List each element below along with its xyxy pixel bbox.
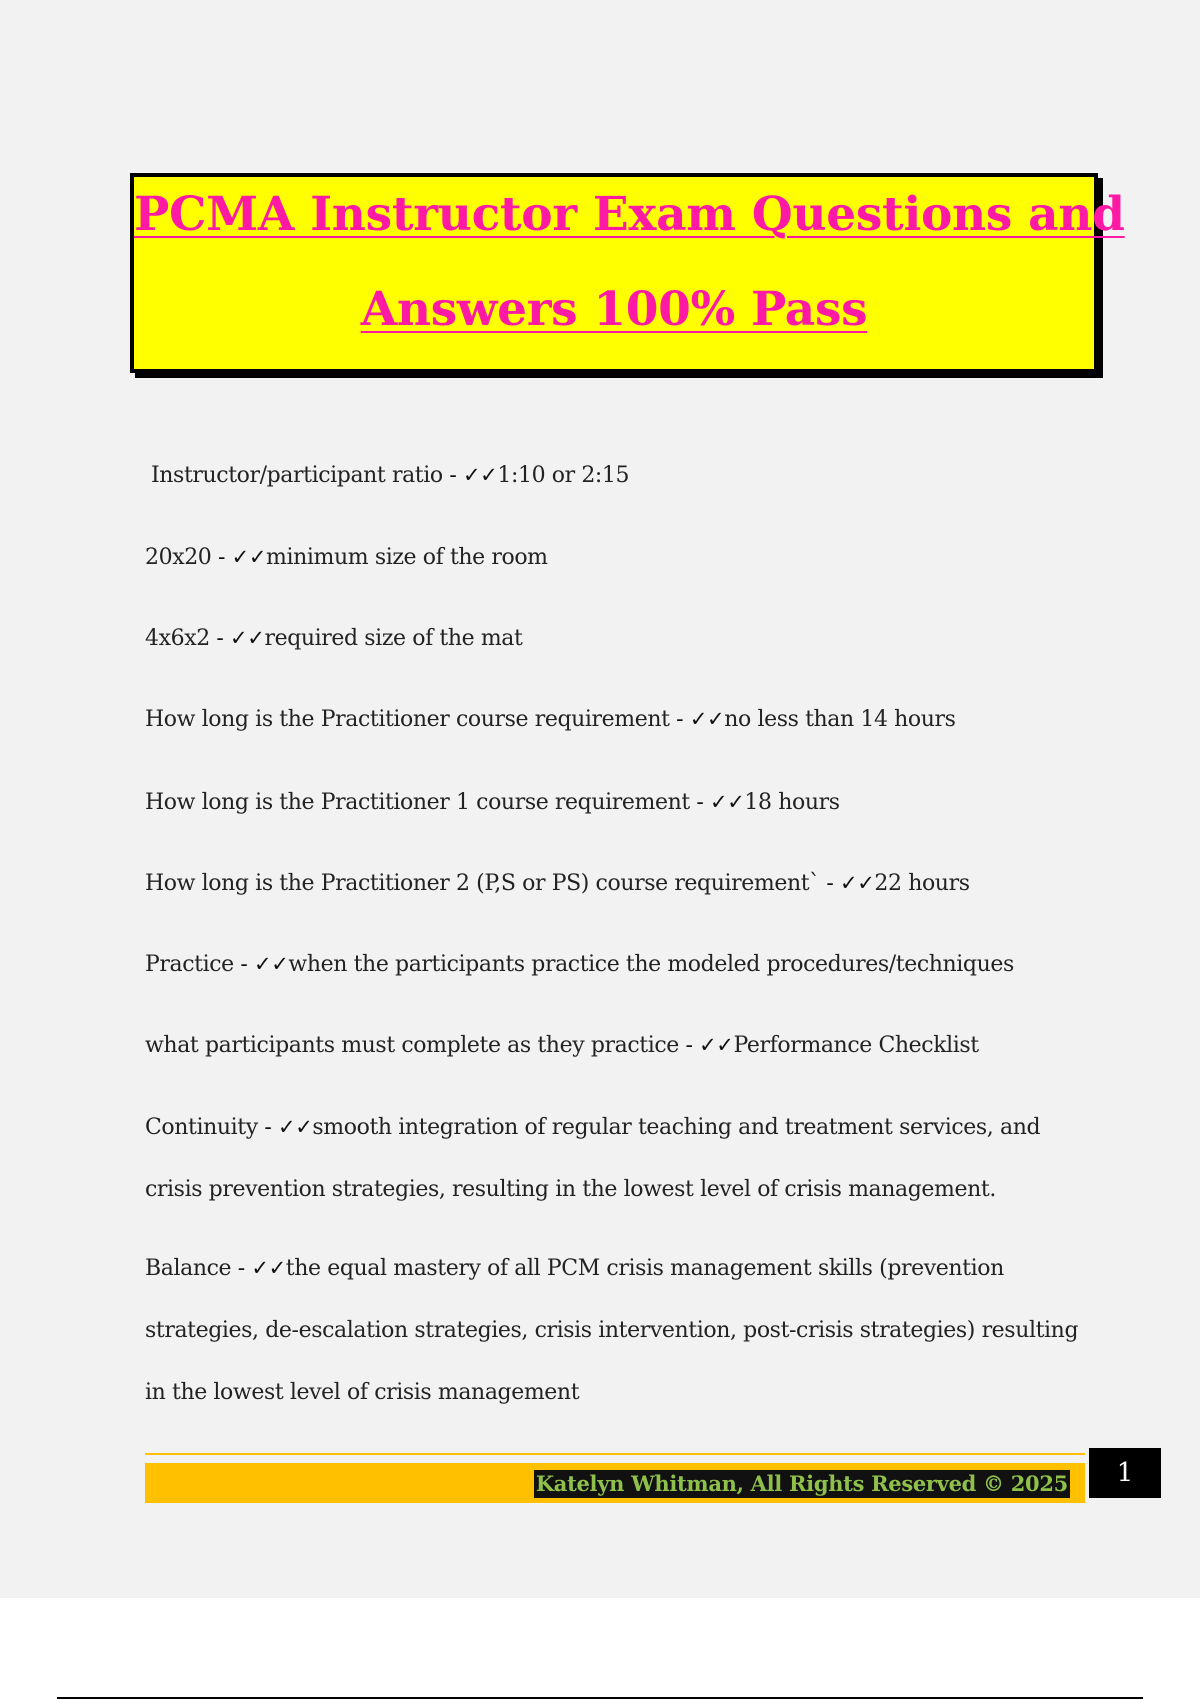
qa-separator: - bbox=[233, 952, 255, 977]
copyright-notice: Katelyn Whitman, All Rights Reserved © 2025 bbox=[535, 1471, 1068, 1496]
qa-term: How long is the Practitioner 1 course requirement bbox=[145, 790, 690, 815]
qa-separator: - bbox=[819, 871, 840, 896]
footer-divider bbox=[145, 1453, 1085, 1455]
qa-separator: - bbox=[211, 545, 232, 570]
check-mark-icon: ✓✓ bbox=[699, 1033, 734, 1057]
qa-separator: - bbox=[689, 790, 711, 815]
qa-definition: 18 hours bbox=[744, 790, 840, 815]
bottom-divider bbox=[57, 1697, 1143, 1699]
qa-definition: when the participants practice the modeled procedures/techniques bbox=[288, 952, 1014, 977]
qa-item bbox=[145, 852, 1085, 915]
qa-definition: the equal mastery of all PCM crisis management skills (prevention strategies, de-escalation strategies, crisis intervention, post-crisis strategies) resulting in the lowest level of crisis management bbox=[145, 1256, 1079, 1405]
qa-term: How long is the Practitioner course requirement bbox=[145, 707, 670, 732]
footer-bar bbox=[145, 1463, 1085, 1503]
qa-term: 20x20 bbox=[145, 545, 212, 570]
qa-item bbox=[145, 526, 1085, 589]
qa-term: Practice bbox=[145, 952, 234, 977]
check-mark-icon: ✓✓ bbox=[230, 626, 265, 650]
qa-item bbox=[145, 1237, 1085, 1424]
page-number: 1 bbox=[1089, 1448, 1161, 1498]
check-mark-icon: ✓✓ bbox=[251, 1256, 286, 1280]
qa-item bbox=[145, 933, 1085, 996]
qa-definition: 22 hours bbox=[874, 871, 970, 896]
qa-item bbox=[145, 771, 1085, 834]
title-box bbox=[130, 173, 1125, 373]
document-title-line-2: Answers 100% Pass bbox=[360, 282, 868, 337]
qa-item bbox=[145, 607, 1085, 670]
qa-separator: - bbox=[678, 1033, 700, 1058]
qa-definition: 1:10 or 2:15 bbox=[497, 463, 630, 488]
qa-definition: Performance Checklist bbox=[733, 1033, 979, 1058]
qa-separator: - bbox=[257, 1115, 279, 1140]
qa-term: Continuity bbox=[145, 1115, 258, 1140]
qa-item bbox=[145, 1014, 1085, 1077]
check-mark-icon: ✓✓ bbox=[462, 463, 498, 487]
check-mark-icon: ✓✓ bbox=[278, 1115, 313, 1139]
qa-separator: - bbox=[231, 1256, 252, 1281]
check-mark-icon: ✓✓ bbox=[840, 871, 875, 895]
qa-item bbox=[151, 444, 1091, 507]
qa-separator: - bbox=[209, 626, 231, 651]
qa-term: Balance bbox=[145, 1256, 232, 1281]
qa-item bbox=[145, 1096, 1085, 1221]
qa-term: what participants must complete as they practice bbox=[145, 1033, 679, 1058]
qa-definition: smooth integration of regular teaching and treatment services, and crisis prevention strategies, resulting in the lowest level of crisis management. bbox=[145, 1115, 1041, 1202]
check-mark-icon: ✓✓ bbox=[710, 790, 745, 814]
check-mark-icon: ✓✓ bbox=[254, 952, 289, 976]
document-title-line-1: PCMA Instructor Exam Questions and bbox=[134, 187, 1125, 242]
qa-separator: - bbox=[442, 463, 463, 488]
qa-separator: - bbox=[669, 707, 690, 732]
qa-definition: no less than 14 hours bbox=[724, 707, 956, 732]
qa-term: Instructor/participant ratio bbox=[151, 463, 443, 488]
qa-item bbox=[145, 688, 1085, 751]
qa-definition: required size of the mat bbox=[264, 626, 523, 651]
check-mark-icon: ✓✓ bbox=[689, 707, 725, 731]
qa-term: 4x6x2 bbox=[145, 626, 210, 651]
check-mark-icon: ✓✓ bbox=[231, 545, 267, 569]
qa-definition: minimum size of the room bbox=[266, 545, 548, 570]
qa-term: How long is the Practitioner 2 (P,S or PS) course requirement` bbox=[145, 871, 820, 896]
